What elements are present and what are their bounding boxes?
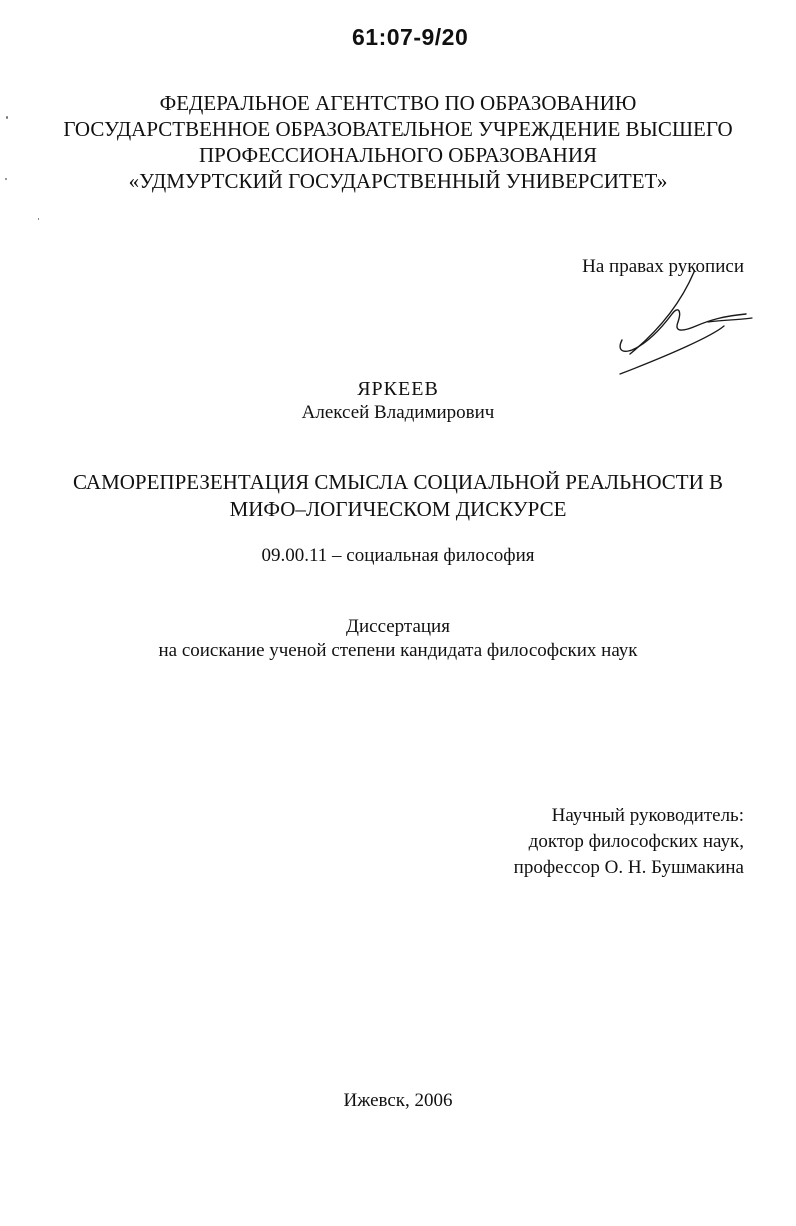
author-full-name: Алексей Владимирович bbox=[301, 402, 495, 423]
supervisor-line: доктор философских наук, bbox=[528, 831, 744, 852]
dissertation-title bbox=[0, 469, 796, 523]
organization-line: ПРОФЕССИОНАЛЬНОГО ОБРАЗОВАНИЯ bbox=[198, 143, 597, 167]
archive-code: 61:07-9/20 bbox=[352, 24, 469, 50]
organization-block bbox=[0, 90, 796, 194]
title-line: САМОРЕПРЕЗЕНТАЦИЯ СМЫСЛА СОЦИАЛЬНОЙ РЕАЛЬНОСТИ В bbox=[72, 470, 724, 494]
title-line: МИФО–ЛОГИЧЕСКОМ ДИСКУРСЕ bbox=[229, 497, 567, 521]
city-year: Ижевск, 2006 bbox=[343, 1090, 453, 1111]
dissertation-type: Диссертация bbox=[346, 616, 450, 637]
scan-speck bbox=[38, 218, 39, 220]
supervisor-line: Научный руководитель: bbox=[551, 805, 744, 826]
specialty-code: 09.00.11 – социальная философия bbox=[261, 545, 535, 566]
dissertation-info bbox=[0, 615, 796, 663]
scan-speck bbox=[6, 116, 8, 119]
organization-line: «УДМУРТСКИЙ ГОСУДАРСТВЕННЫЙ УНИВЕРСИТЕТ» bbox=[128, 169, 668, 193]
handwritten-signature bbox=[612, 270, 762, 380]
supervisor-line: профессор О. Н. Бушмакина bbox=[513, 857, 744, 878]
organization-line: ГОСУДАРСТВЕННОЕ ОБРАЗОВАТЕЛЬНОЕ УЧРЕЖДЕНИЕ ВЫСШЕГО bbox=[63, 117, 733, 141]
dissertation-purpose: на соискание ученой степени кандидата философских наук bbox=[158, 640, 638, 661]
scan-speck bbox=[5, 178, 7, 180]
organization-line: ФЕДЕРАЛЬНОЕ АГЕНТСТВО ПО ОБРАЗОВАНИЮ bbox=[159, 91, 637, 115]
author-surname: ЯРКЕЕВ bbox=[357, 378, 439, 400]
manuscript-rights-label: На правах рукописи bbox=[582, 256, 744, 277]
supervisor-block bbox=[514, 803, 744, 881]
